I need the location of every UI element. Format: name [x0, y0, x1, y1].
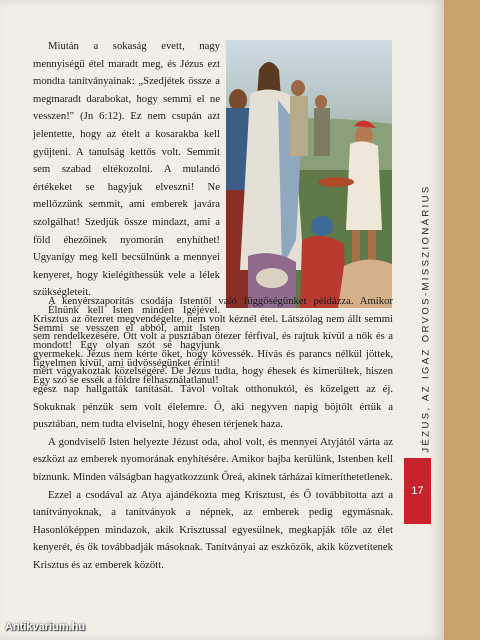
paragraph: A kenyérszaporítás csodája Istentől való függőségünket példázza. Amikor Krisztus az ötezret megvendégelte, nem volt kéznél étel. Látszólag nem állt semmi sem rendelkezésére. Ott volt a pusztában ötezer férfival, és rajtuk kívül a nők és a gyermekek. Jézus nem kérte őket, hogy kövessék. Hívás és parancs nélkül jöttek, mert vágyakoztak közelségére. De Jézus tudta, hogy éhesek és kimerültek, hiszen egész nap hallgatták tanítását. Távol voltak otthonuktól, és közelgett az éj. Sokuknak pénzük sem volt élelemre. Ő, aki negyven napig böjtölt értük a pusztában, nem tudta elviselni, hogy éhesen térjenek haza.	[33, 295, 393, 431]
paragraph: Miután a sokaság evett, nagy mennyiségű étel maradt meg, és Jézus ezt mondta tanítványainak: „Szedjétek össze a megmaradt darabokat, hogy semmi el ne vesszen!" (Jn 6:12). Ez nem csupán azt jelentette, hogy az ételt a kosarakba kell gyűjteni. A tanulság kettős volt. Semmit sem szabad eltékozolni. A mulandó értékeket se hagyjuk elveszni! Ne mellőzzünk semmit, ami emberek javára szolgálhat! Szedjük össze mindazt, ami a föld éhezőinek nyomorán enyhíthet! Ugyanígy meg kell becsülnünk a mennyei kenyeret, hogy kielégíthessük vele a lélek szükségleteit.	[33, 40, 220, 299]
page-number-tab	[404, 458, 431, 524]
watermark: Antikvarium.hu	[5, 621, 86, 633]
text-full-width	[33, 293, 393, 575]
running-title	[418, 183, 434, 453]
running-title-text: JÉZUS, AZ IGAZ ORVOS-MISSZIONÁRIUS	[420, 183, 432, 453]
paragraph: A gondviselő Isten helyezte Jézust oda, ahol volt, és mennyei Atyjától várta az eszközt az emberek nyomorának enyhítésére. Amikor bajba kerülünk, Istenben kell bíznunk. Minden válságban hagyatkozzunk Őreá, akinek tárházai kimeríthetetlenek.	[33, 435, 393, 483]
paragraph: Ezzel a csodával az Atya ajándékozta meg Krisztust, és Ő továbbította azt a tanítványoknak, a tanítványok a népnek, az emberek pedig egymásnak. Hasonlóképpen mindazok, akik Krisztussal egyesülnek, megkapják tőle az élet kenyerét, és ők továbbadják másoknak. Tanítványai az eszközök, akik közvetítenek Krisztus és az emberek között.	[33, 488, 393, 571]
page-number: 17	[411, 485, 424, 497]
paragraph: Élnünk kell Isten minden Igéjével. Semmi se vesszen el abból, amit Isten mondott! Egy olyan szót se hagyjunk figyelmen kívül, ami üdvösségünket érinti! Egy szó se essék a földre felhasználatlanul!	[33, 303, 220, 387]
illustration-jesus-feeding-multitude	[226, 40, 392, 308]
painting-image	[226, 40, 392, 308]
